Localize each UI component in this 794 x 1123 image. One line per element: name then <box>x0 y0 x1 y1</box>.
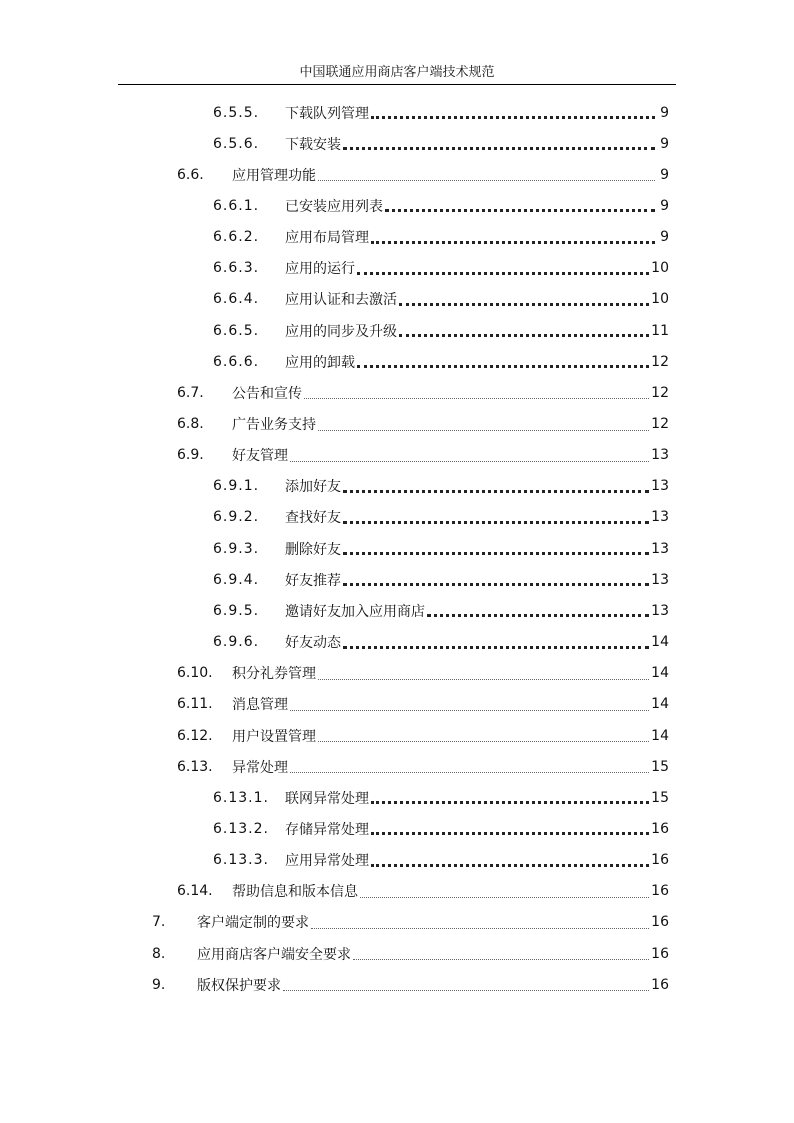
toc-entry-title: 应用布局管理 <box>285 230 369 247</box>
toc-entry-page: 16 <box>651 852 669 869</box>
toc-dot-leader <box>318 180 655 181</box>
toc-entry-title: 应用的同步及升级 <box>285 323 397 340</box>
toc-dot-leader <box>385 209 655 212</box>
toc-entry-title: 应用管理功能 <box>232 167 316 184</box>
toc-entry[interactable] <box>0 253 794 284</box>
toc-entry-title: 用户设置管理 <box>232 728 316 745</box>
toc-dot-leader <box>357 272 649 275</box>
toc-entry[interactable] <box>0 969 794 1000</box>
toc-entry[interactable] <box>0 813 794 844</box>
toc-dot-leader <box>290 772 649 773</box>
toc-entry[interactable] <box>0 315 794 346</box>
toc-entry-page: 16 <box>651 976 669 993</box>
toc-entry-page: 12 <box>651 353 669 370</box>
toc-entry[interactable] <box>0 751 794 782</box>
toc-entry-number: 6.6.1. <box>213 197 260 214</box>
toc-dot-leader <box>371 241 655 244</box>
toc-entry-title: 异常处理 <box>232 759 288 776</box>
toc-entry-page: 16 <box>651 820 669 837</box>
toc-dot-leader <box>343 521 649 524</box>
toc-dot-leader <box>283 990 649 991</box>
toc-entry[interactable] <box>0 595 794 626</box>
toc-entry[interactable] <box>0 907 794 938</box>
toc-entry-title: 下载安装 <box>285 136 341 153</box>
toc-dot-leader <box>399 303 649 306</box>
toc-entry-number: 6.9.5. <box>213 602 260 619</box>
toc-dot-leader <box>371 864 649 867</box>
toc-entry[interactable] <box>0 845 794 876</box>
toc-entry-title: 下载队列管理 <box>285 105 369 122</box>
toc-dot-leader <box>311 928 649 929</box>
toc-entry-page: 9 <box>660 135 669 152</box>
toc-entry-title: 公告和宣传 <box>232 385 302 402</box>
toc-entry-page: 14 <box>651 665 669 682</box>
toc-entry-number: 6.6.3. <box>213 260 260 277</box>
toc-entry[interactable] <box>0 222 794 253</box>
toc-entry-page: 11 <box>651 322 669 339</box>
toc-dot-leader <box>304 398 649 399</box>
toc-entry[interactable] <box>0 876 794 907</box>
toc-entry-page: 13 <box>651 602 669 619</box>
toc-entry-page: 9 <box>660 229 669 246</box>
document-title: 中国联通应用商店客户端技术规范 <box>299 65 495 80</box>
toc-entry-number: 6.6. <box>177 166 204 183</box>
toc-entry-title: 应用商店客户端安全要求 <box>197 946 351 963</box>
toc-entry-title: 应用的运行 <box>285 261 355 278</box>
toc-entry-number: 6.10. <box>177 665 213 682</box>
toc-entry-number: 6.14. <box>177 883 213 900</box>
toc-entry[interactable] <box>0 284 794 315</box>
toc-entry-title: 存储异常处理 <box>285 821 369 838</box>
toc-entry-number: 9. <box>152 976 166 993</box>
toc-entry[interactable] <box>0 471 794 502</box>
toc-entry-number: 6.5.6. <box>213 135 260 152</box>
toc-entry[interactable] <box>0 564 794 595</box>
toc-entry-title: 帮助信息和版本信息 <box>232 884 358 901</box>
toc-dot-leader <box>290 710 649 711</box>
toc-entry-title: 邀请好友加入应用商店 <box>285 603 425 620</box>
toc-dot-leader <box>360 897 649 898</box>
toc-entry[interactable] <box>0 128 794 159</box>
toc-entry-page: 16 <box>651 883 669 900</box>
toc-entry-number: 6.11. <box>177 696 213 713</box>
toc-entry-page: 14 <box>651 696 669 713</box>
toc-entry-title: 积分礼券管理 <box>232 666 316 683</box>
toc-entry-number: 6.9.1. <box>213 478 260 495</box>
toc-entry[interactable] <box>0 159 794 190</box>
toc-entry-number: 6.5.5. <box>213 104 260 121</box>
toc-entry-title: 添加好友 <box>285 479 341 496</box>
toc-entry-number: 6.9.2. <box>213 509 260 526</box>
toc-dot-leader <box>343 552 649 555</box>
toc-dot-leader <box>318 741 649 742</box>
toc-entry-page: 14 <box>651 727 669 744</box>
toc-entry-number: 6.6.2. <box>213 229 260 246</box>
toc-entry-number: 6.9. <box>177 447 204 464</box>
toc-entry[interactable] <box>0 440 794 471</box>
toc-entry-title: 应用的卸载 <box>285 354 355 371</box>
toc-entry-title: 应用认证和去激活 <box>285 292 397 309</box>
toc-dot-leader <box>343 646 649 649</box>
toc-entry-number: 6.13.3. <box>213 852 269 869</box>
toc-entry[interactable] <box>0 782 794 813</box>
toc-entry-title: 好友动态 <box>285 635 341 652</box>
toc-entry-number: 6.6.5. <box>213 322 260 339</box>
toc-entry[interactable] <box>0 720 794 751</box>
toc-entry-page: 10 <box>651 291 669 308</box>
toc-entry[interactable] <box>0 658 794 689</box>
toc-entry-page: 12 <box>651 416 669 432</box>
toc-dot-leader <box>427 614 649 617</box>
page-header <box>118 62 676 85</box>
toc-entry-number: 6.13. <box>177 758 213 775</box>
toc-entry[interactable] <box>0 346 794 377</box>
toc-entry-number: 7. <box>152 914 166 931</box>
toc-dot-leader <box>371 801 649 804</box>
toc-entry[interactable] <box>0 97 794 128</box>
toc-entry-number: 8. <box>152 945 166 962</box>
toc-dot-leader <box>343 490 649 493</box>
toc-dot-leader <box>371 116 655 119</box>
toc-dot-leader <box>343 583 649 586</box>
toc-entry[interactable] <box>0 502 794 533</box>
toc-entry-title: 版权保护要求 <box>197 977 281 994</box>
toc-entry-page: 9 <box>660 197 669 214</box>
toc-dot-leader <box>357 365 649 368</box>
toc-entry[interactable] <box>0 533 794 564</box>
toc-entry-page: 10 <box>651 260 669 277</box>
toc-entry-number: 6.7. <box>177 384 204 401</box>
toc-dot-leader <box>318 430 649 431</box>
toc-entry-number: 6.6.4. <box>213 291 260 308</box>
toc-entry-number: 6.8. <box>177 416 204 432</box>
toc-dot-leader <box>371 832 649 835</box>
toc-entry-title: 消息管理 <box>232 697 288 714</box>
toc-entry-title: 好友推荐 <box>285 572 341 589</box>
toc-entry-page: 13 <box>651 509 669 526</box>
toc-entry-number: 6.6.6. <box>213 353 260 370</box>
toc-entry-number: 6.13.1. <box>213 789 269 806</box>
toc-dot-leader <box>399 334 649 337</box>
toc-entry-title: 好友管理 <box>232 448 288 465</box>
toc-entry[interactable] <box>0 938 794 969</box>
toc-entry[interactable] <box>0 689 794 720</box>
toc-entry-page: 14 <box>651 634 669 651</box>
toc-entry-title: 客户端定制的要求 <box>197 915 309 932</box>
toc-entry-number: 6.9.6. <box>213 634 260 651</box>
toc-entry[interactable] <box>0 190 794 221</box>
toc-entry-page: 15 <box>651 758 669 775</box>
toc-entry-page: 9 <box>660 166 669 183</box>
toc-entry-title: 联网异常处理 <box>285 790 369 807</box>
toc-entry-page: 13 <box>651 478 669 495</box>
toc-entry-title: 删除好友 <box>285 541 341 558</box>
toc-entry-title: 已安装应用列表 <box>285 198 383 215</box>
toc-entry-number: 6.12. <box>177 727 213 744</box>
toc-dot-leader <box>343 147 655 150</box>
toc-entry[interactable] <box>0 409 794 440</box>
toc-entry-number: 6.9.3. <box>213 540 260 557</box>
toc-entry-title: 应用异常处理 <box>285 853 369 870</box>
toc-entry[interactable] <box>0 377 794 408</box>
toc-dot-leader <box>318 679 649 680</box>
toc-entry-page: 13 <box>651 540 669 557</box>
toc-entry-title: 广告业务支持 <box>232 417 316 433</box>
toc-dot-leader <box>290 461 649 462</box>
toc-entry-page: 13 <box>651 571 669 588</box>
toc-entry-page: 16 <box>651 914 669 931</box>
toc-entry-page: 13 <box>651 447 669 464</box>
toc-entry[interactable] <box>0 627 794 658</box>
toc-entry-page: 12 <box>651 384 669 401</box>
toc-entry-title: 查找好友 <box>285 510 341 527</box>
toc-dot-leader <box>353 959 649 960</box>
toc-entry-page: 15 <box>651 789 669 806</box>
toc-entry-number: 6.9.4. <box>213 571 260 588</box>
toc-entry-page: 16 <box>651 945 669 962</box>
toc-entry-number: 6.13.2. <box>213 820 269 837</box>
toc-entry-page: 9 <box>660 104 669 121</box>
